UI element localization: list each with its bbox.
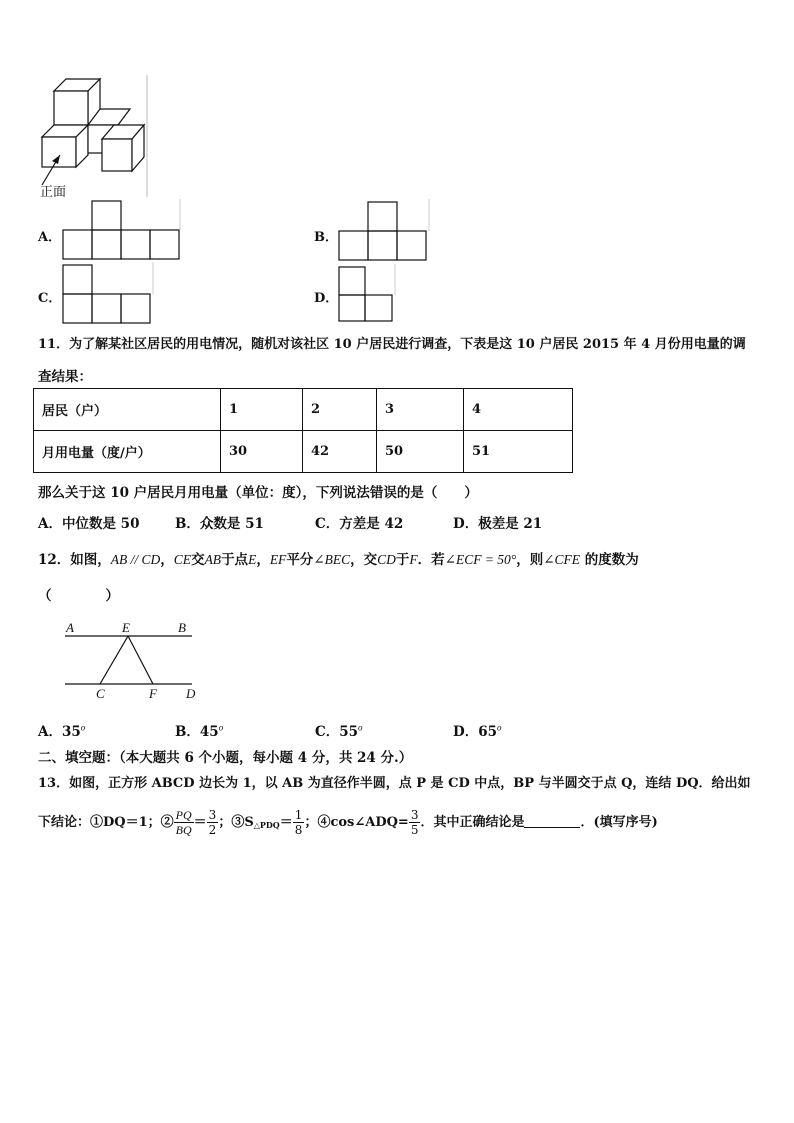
q12-option-a: A．35$^o$ bbox=[38, 722, 86, 740]
table-cell: 4 bbox=[464, 389, 573, 431]
q11-option-d: D．极差是 21 bbox=[453, 516, 543, 532]
q11-stem-line2: 查结果： bbox=[38, 369, 92, 385]
table-row bbox=[34, 431, 573, 473]
table-cell: 51 bbox=[464, 431, 573, 473]
figure-label-e: E bbox=[122, 620, 130, 635]
table-cell: 50 bbox=[377, 431, 464, 473]
q10-option-b-label: B． bbox=[314, 230, 338, 245]
q10-option-c-figure bbox=[60, 262, 155, 324]
table-cell: 30 bbox=[221, 431, 303, 473]
q11-option-b: B．众数是 51 bbox=[175, 516, 264, 532]
table-cell: 1 bbox=[221, 389, 303, 431]
q10-option-c-label: C． bbox=[38, 291, 62, 306]
section-heading-fill-in: 二、填空题：（本大题共 6 个小题，每小题 4 分，共 24 分.） bbox=[38, 750, 413, 766]
figure-label-d: D bbox=[186, 686, 196, 701]
q11-option-a: A．中位数是 50 bbox=[38, 516, 140, 532]
q10-option-a-label: A． bbox=[38, 230, 62, 245]
q12-paren: （ ） bbox=[38, 588, 119, 604]
figure-label-f: F bbox=[149, 686, 157, 701]
q10-option-b-figure bbox=[336, 199, 431, 261]
figure-label-a: A bbox=[66, 620, 74, 635]
q13-stem-line2: 下结论：①DQ＝1；② $\frac{PQ}{BQ}$ ＝ $\frac{3}{2}$ ；$③S_{\triangle PDQ}=$ $\frac{1}{8}$ ；④cos∠ADQ= $\frac{3}{5}$ ．其中正确结论是 ．(填写序号) bbox=[38, 808, 658, 837]
q12-option-b: B．45$^o$ bbox=[175, 722, 224, 740]
q11-question: 那么关于这 10 户居民月用电量（单位：度），下列说法错误的是（ ） bbox=[38, 485, 478, 501]
q10-option-a-figure bbox=[60, 199, 182, 261]
table-cell: 3 bbox=[377, 389, 464, 431]
figure-label-b: B bbox=[178, 620, 186, 635]
q12-stem: 12．如图，AB // CD，CE交AB于点E，EF平分∠BEC，交CD于F．若∠ECF = 50°，则∠CFE 的度数为 bbox=[38, 552, 639, 568]
answer-blank[interactable] bbox=[524, 815, 580, 828]
front-view-label: 正面 bbox=[40, 185, 67, 200]
table-cell: 42 bbox=[303, 431, 377, 473]
q10-option-d-label: D． bbox=[314, 291, 339, 306]
table-row bbox=[34, 389, 573, 431]
q13-stem-line1: 13．如图，正方形 ABCD 边长为 1，以 AB 为直径作半圆，点 P 是 CD 中点，BP 与半圆交于点 Q，连结 DQ．给出如 bbox=[38, 776, 751, 791]
q12-option-c: C．55$^o$ bbox=[315, 722, 363, 740]
figure-label-c: C bbox=[96, 686, 105, 701]
q12-option-d: D．65$^o$ bbox=[453, 722, 502, 740]
table-cell: 月用电量（度/户） bbox=[34, 431, 221, 473]
table-cell: 居民（户） bbox=[34, 389, 221, 431]
q11-data-table bbox=[33, 388, 573, 473]
q10-option-d-figure bbox=[336, 264, 398, 324]
q11-stem-line1: 11．为了解某社区居民的用电情况，随机对该社区 10 户居民进行调查，下表是这 10 户居民 2015 年 4 月份用电量的调 bbox=[38, 337, 746, 352]
q12-geometry-figure bbox=[60, 618, 205, 702]
table-cell: 2 bbox=[303, 389, 377, 431]
q11-option-c: C．方差是 42 bbox=[315, 516, 404, 532]
